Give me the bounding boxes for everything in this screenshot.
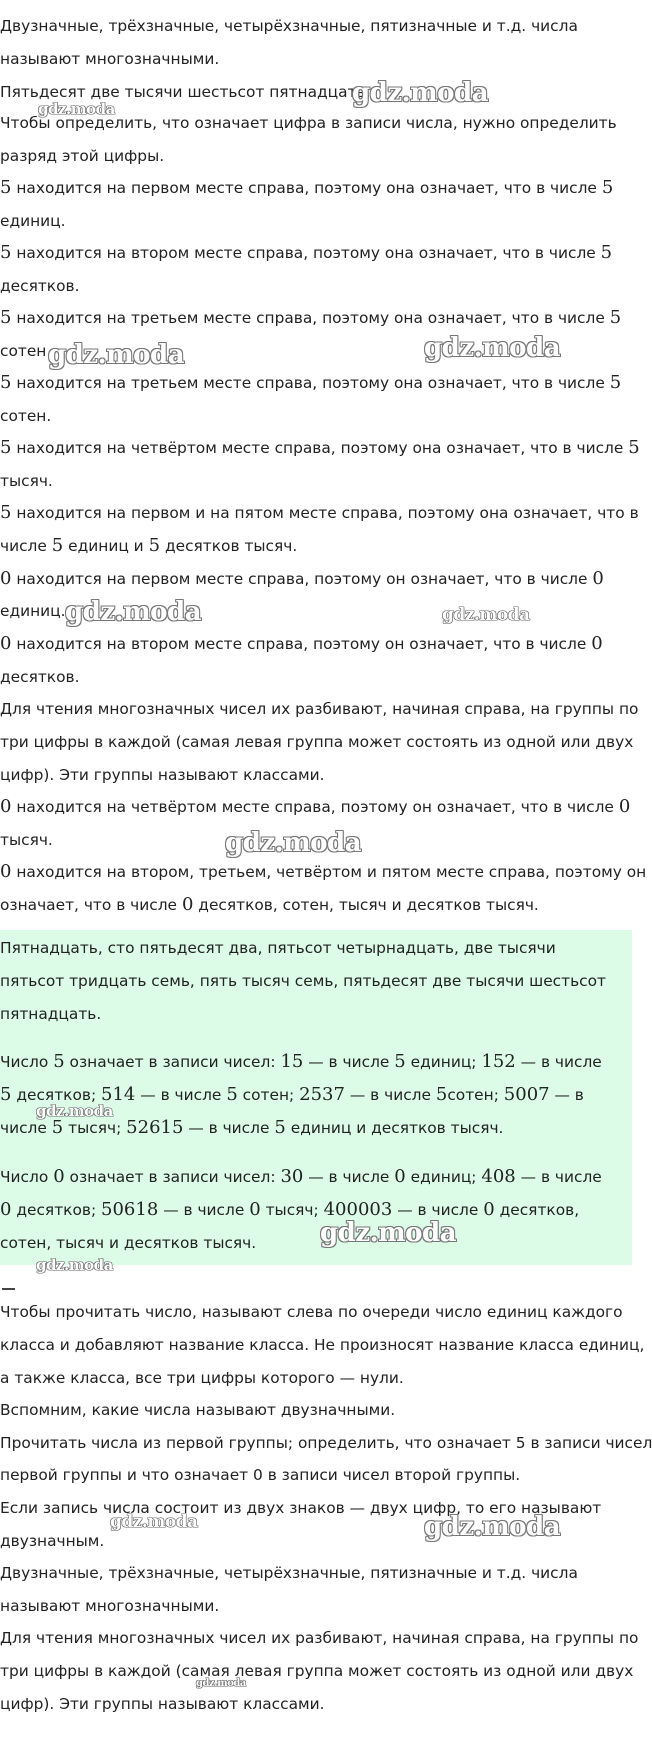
- text: десятков;: [16, 1086, 97, 1104]
- text: единиц и десятков тысяч.: [290, 1119, 504, 1137]
- text: — в числе: [308, 1168, 390, 1186]
- text-line: тысяч.: [0, 831, 53, 849]
- watermark: gdz.moda: [424, 333, 561, 363]
- digit: 5: [51, 535, 64, 556]
- text: единиц;: [410, 1168, 477, 1186]
- watermark: gdz.moda: [424, 1512, 561, 1542]
- digit: 0: [483, 1199, 495, 1220]
- answer-line: пятьсот тридцать семь, пять тысяч семь, пятьдесят две тысячи шестьсот: [0, 972, 607, 990]
- number: 30: [280, 1166, 304, 1187]
- digit: 5: [0, 1084, 12, 1105]
- text-line: Чтобы прочитать число, называют слева по очереди число единиц каждого: [0, 1303, 623, 1321]
- text: десятков тысяч.: [164, 537, 298, 555]
- watermark: gdz.moda: [225, 828, 362, 858]
- text-line: первой группы и что означает 0 в записи чисел второй группы.: [0, 1466, 521, 1484]
- digit: 5: [609, 307, 622, 328]
- separator-dash: [2, 1288, 15, 1290]
- digit: 5: [628, 437, 640, 458]
- digit: 5: [53, 1051, 65, 1072]
- number: 2537: [299, 1084, 345, 1105]
- number: 514: [101, 1084, 136, 1105]
- text-line: Если запись числа состоит из двух знаков — двух цифр, то его называют: [0, 1499, 602, 1517]
- text-line: Двузначные, трёхзначные, четырёхзначные, пятизначные и т.д. числа: [0, 1564, 578, 1582]
- digit: 0: [394, 1166, 406, 1187]
- text: единиц и: [68, 537, 144, 555]
- watermark: gdz.moda: [36, 1256, 113, 1274]
- text-line: десятков.: [0, 668, 80, 686]
- digit: 5: [0, 502, 12, 523]
- digit: 0: [249, 1199, 261, 1220]
- text: — в числе: [140, 1086, 222, 1104]
- text: — в числе: [397, 1201, 479, 1219]
- watermark: gdz.moda: [65, 597, 202, 627]
- text: — в числе: [308, 1053, 390, 1071]
- digit: 5: [0, 242, 12, 263]
- number: 52615: [126, 1117, 184, 1138]
- text: — в числе: [349, 1086, 431, 1104]
- answer-line: Пятнадцать, сто пятьдесят два, пятьсот четырнадцать, две тысячи: [0, 939, 556, 957]
- digit: 5: [600, 242, 613, 263]
- text: находится на первом месте справа, поэтому она означает, что в числе: [16, 179, 597, 197]
- text-line: класса и добавляют название класса. Не произносят название класса единиц,: [0, 1336, 645, 1354]
- text: находится на втором месте справа, поэтому он означает, что в числе: [16, 635, 587, 653]
- watermark: gdz.moda: [48, 340, 185, 370]
- text-line: Чтобы определить, что означает цифра в записи числа, нужно определить: [0, 114, 617, 132]
- digit: 5: [274, 1117, 286, 1138]
- text: находится на втором месте справа, поэтому она означает, что в числе: [16, 244, 596, 262]
- digit: 0: [0, 568, 12, 589]
- text-line: три цифры в каждой (самая левая группа может состоять из одной или двух: [0, 733, 634, 751]
- watermark: gdz.moda: [320, 1218, 457, 1248]
- digit: 0: [0, 796, 12, 817]
- digit: 5: [609, 372, 622, 393]
- text: означает, что в числе: [0, 896, 178, 914]
- text: означает в записи чисел:: [69, 1053, 276, 1071]
- text-line: двузначным.: [0, 1532, 105, 1550]
- text-line: [0, 373, 621, 393]
- text: находится на третьем месте справа, поэтому она означает, что в числе: [16, 309, 605, 327]
- text: тысяч;: [265, 1201, 319, 1219]
- digit: 0: [0, 1199, 12, 1220]
- text-line: [0, 895, 539, 915]
- text-line: а также класса, все три цифры которого — нули.: [0, 1369, 404, 1387]
- answer-line: [0, 1118, 503, 1138]
- digit: 5: [0, 307, 12, 328]
- text: числе: [0, 1119, 47, 1137]
- number: 152: [481, 1051, 516, 1072]
- digit: 5: [435, 1084, 448, 1105]
- digit: 5: [0, 372, 12, 393]
- number: 5007: [503, 1084, 550, 1105]
- digit: 0: [0, 861, 12, 882]
- answer-line: [0, 1200, 579, 1220]
- text-line: разряд этой цифры.: [0, 147, 165, 165]
- text: находится на втором, третьем, четвёртом и пятом месте справа, поэтому он: [16, 863, 647, 881]
- text-line: тысяч.: [0, 472, 53, 490]
- text: находится на первом месте справа, поэтому он означает, что в числе: [16, 570, 588, 588]
- text: находится на четвёртом месте справа, поэтому он означает, что в числе: [16, 798, 614, 816]
- answer-line: [0, 1052, 602, 1072]
- digit: 0: [181, 894, 194, 915]
- text: означает в записи чисел:: [69, 1168, 276, 1186]
- text-line: [0, 634, 603, 654]
- text: тысяч;: [68, 1119, 122, 1137]
- text-line: Прочитать числа из первой группы; определить, что означает 5 в записи чисел: [0, 1434, 652, 1452]
- text-line: сотен.: [0, 407, 52, 425]
- text-line: Для чтения многозначных чисел их разбивают, начиная справа, на группы по: [0, 700, 639, 718]
- text: единиц;: [410, 1053, 477, 1071]
- text-line: десятков.: [0, 277, 80, 295]
- digit: 5: [394, 1051, 406, 1072]
- text: Число: [0, 1053, 49, 1071]
- text-line: Двузначные, трёхзначные, четырёхзначные, пятизначные и т.д. числа: [0, 17, 578, 35]
- number: 408: [481, 1166, 516, 1187]
- text-line: три цифры в каждой (самая левая группа может состоять из одной или двух: [0, 1662, 634, 1680]
- number: 400003: [323, 1199, 393, 1220]
- text: находится на первом и на пятом месте справа, поэтому она означает, что в: [16, 504, 639, 522]
- text: — в числе: [520, 1168, 602, 1186]
- text-line: единиц.: [0, 602, 66, 620]
- text-line: [0, 503, 639, 523]
- text-line: [0, 438, 640, 458]
- text-line: [0, 862, 646, 882]
- digit: 0: [0, 633, 12, 654]
- text: сотен;: [242, 1086, 295, 1104]
- digit: 5: [226, 1084, 238, 1105]
- watermark: gdz.moda: [352, 78, 489, 108]
- digit: 0: [591, 633, 603, 654]
- text-line: единиц.: [0, 212, 66, 230]
- number: 50618: [101, 1199, 159, 1220]
- text: числе: [0, 537, 47, 555]
- digit: 0: [618, 796, 631, 817]
- digit: 5: [0, 437, 12, 458]
- text-line: называют многозначными.: [0, 1597, 220, 1615]
- text-line: Вспомним, какие числа называют двузначными.: [0, 1401, 396, 1419]
- digit: 0: [592, 568, 604, 589]
- text: находится на четвёртом месте справа, поэтому она означает, что в числе: [16, 439, 624, 457]
- text: сотен;: [447, 1086, 499, 1104]
- answer-line: пятнадцать.: [0, 1005, 102, 1023]
- watermark: gdz.moda: [196, 1678, 246, 1689]
- text: — в числе: [520, 1053, 602, 1071]
- answer-line: сотен, тысяч и десятков тысяч.: [0, 1234, 257, 1252]
- text-line: Пятьдесят две тысячи шестьсот пятнадцать.: [0, 83, 371, 101]
- text-line: [0, 178, 613, 198]
- text: десятков,: [499, 1201, 580, 1219]
- digit: 5: [0, 177, 12, 198]
- text-line: сотен.: [0, 342, 52, 360]
- digit: 5: [148, 535, 161, 556]
- text: — в числе: [163, 1201, 245, 1219]
- text-line: называют многозначными.: [0, 50, 220, 68]
- text-line: [0, 536, 297, 556]
- answer-line: [0, 1167, 602, 1187]
- digit: 0: [53, 1166, 65, 1187]
- text-line: [0, 797, 630, 817]
- number: 15: [280, 1051, 304, 1072]
- text: — в числе: [188, 1119, 270, 1137]
- text-line: цифр). Эти группы называют классами.: [0, 766, 325, 784]
- text: — в: [554, 1086, 584, 1104]
- text-line: [0, 569, 604, 589]
- digit: 5: [51, 1117, 64, 1138]
- text-line: [0, 243, 612, 263]
- watermark: gdz.moda: [110, 1512, 198, 1532]
- text: десятков;: [16, 1201, 97, 1219]
- text-line: Для чтения многозначных чисел их разбивают, начиная справа, на группы по: [0, 1629, 639, 1647]
- watermark: gdz.moda: [38, 100, 115, 118]
- watermark: gdz.moda: [36, 1102, 113, 1120]
- text-line: цифр). Эти группы называют классами.: [0, 1695, 325, 1713]
- digit: 5: [601, 177, 614, 198]
- text: Число: [0, 1168, 49, 1186]
- text-line: [0, 308, 621, 328]
- watermark: gdz.moda: [442, 605, 530, 625]
- text: десятков, сотен, тысяч и десятков тысяч.: [198, 896, 539, 914]
- text: находится на третьем месте справа, поэтому она означает, что в числе: [16, 374, 605, 392]
